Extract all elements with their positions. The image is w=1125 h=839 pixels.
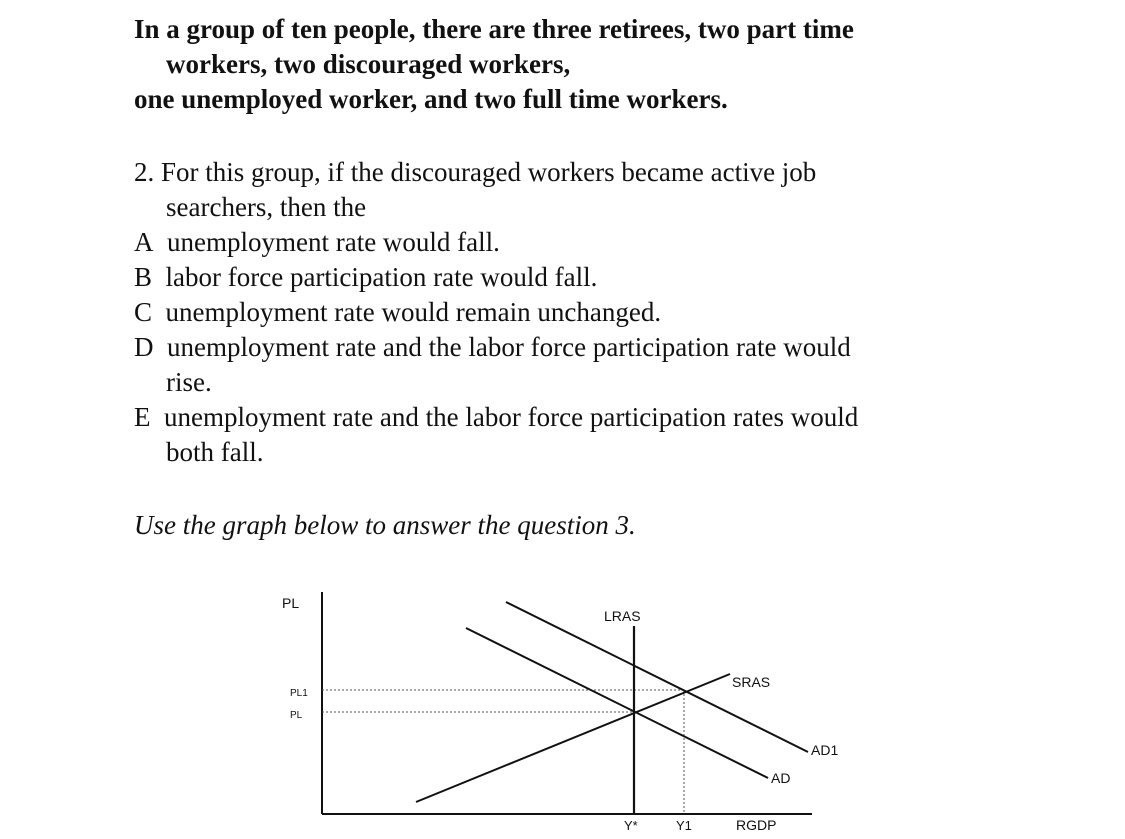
- x-axis-label: RGDP: [736, 817, 777, 833]
- option-text: unemployment rate and the labor force participation rates would: [164, 402, 859, 432]
- intro-line-2: workers, two discouraged workers,: [166, 49, 571, 79]
- pl1-tick-label: PL1: [290, 688, 308, 699]
- graph-instruction: Use the graph below to answer the question 3.: [134, 510, 636, 540]
- intro-line-1: In a group of ten people, there are three retirees, two part time: [134, 14, 854, 44]
- option-text: unemployment rate and the labor force participation rate would: [167, 332, 851, 362]
- sras-label: SRAS: [732, 674, 771, 690]
- option-letter: C: [134, 297, 153, 327]
- option-text: unemployment rate would remain unchanged.: [165, 297, 662, 327]
- question-stem-line-2: searchers, then the: [166, 192, 367, 222]
- option-text: unemployment rate would fall.: [167, 227, 500, 257]
- intro-line-3: one unemployed worker, and two full time workers.: [134, 84, 728, 114]
- option-e-continuation: both fall.: [166, 437, 264, 467]
- y1-tick-label: Y1: [676, 818, 692, 833]
- ad-line: [466, 628, 771, 778]
- option-text: labor force participation rate would fall.: [165, 262, 598, 292]
- ad-label: AD: [771, 770, 791, 786]
- y-star-tick-label: Y*: [624, 818, 638, 833]
- option-letter: B: [134, 262, 153, 292]
- option-letter: E: [134, 402, 151, 432]
- pl-tick-label: PL: [290, 710, 303, 721]
- option-d-continuation: rise.: [166, 367, 212, 397]
- option-letter: D: [134, 332, 154, 362]
- sras-line: [416, 674, 730, 802]
- y-axis-label: PL: [282, 595, 300, 611]
- ad1-label: AD1: [811, 742, 839, 758]
- question-stem-line-1: 2. For this group, if the discouraged workers became active job: [134, 157, 817, 187]
- lras-label: LRAS: [604, 608, 641, 624]
- option-letter: A: [134, 227, 154, 257]
